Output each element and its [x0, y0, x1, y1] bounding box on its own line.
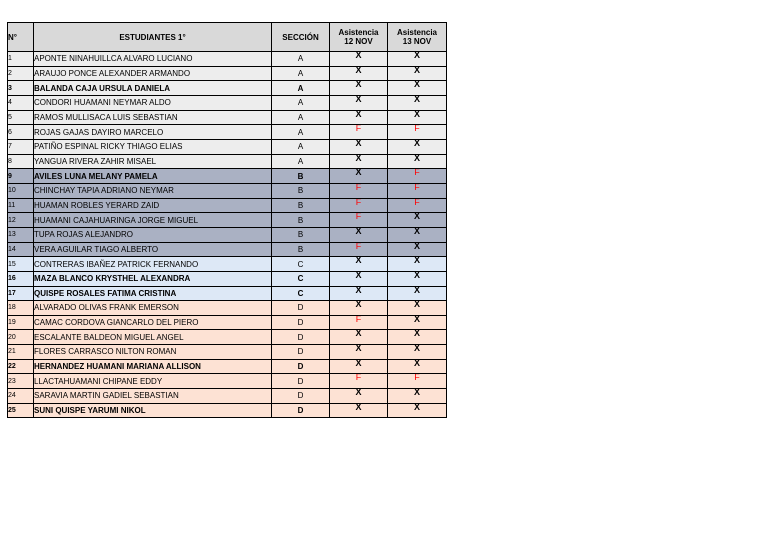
absent-mark: F [355, 212, 362, 222]
student-name-cell[interactable]: FLORES CARRASCO NILTON ROMAN [34, 345, 272, 360]
row-number-cell[interactable]: 6 [8, 125, 34, 140]
table-row [8, 139, 447, 154]
table-row [8, 95, 447, 110]
header-attendance-13nov[interactable] [388, 23, 447, 52]
section-cell[interactable]: D [272, 301, 330, 316]
student-name-cell[interactable]: ARAUJO PONCE ALEXANDER ARMANDO [34, 66, 272, 81]
section-cell[interactable]: B [272, 183, 330, 198]
attendance-12nov-cell[interactable] [330, 95, 388, 110]
present-mark: X [355, 154, 362, 163]
attendance-13nov-cell[interactable] [388, 315, 447, 330]
row-number-cell[interactable]: 3 [8, 81, 34, 96]
present-mark: X [355, 66, 362, 75]
section-cell[interactable]: C [272, 286, 330, 301]
header-attendance-label: Asistencia [338, 28, 379, 37]
row-number-cell[interactable]: 14 [8, 242, 34, 257]
section-cell[interactable]: D [272, 345, 330, 360]
student-name-cell[interactable]: HUAMANI CAJAHUARINGA JORGE MIGUEL [34, 213, 272, 228]
student-name-cell[interactable]: SUNI QUISPE YARUMI NIKOL [34, 403, 272, 418]
section-cell[interactable]: D [272, 389, 330, 404]
present-mark: X [413, 300, 420, 310]
attendance-13nov-cell[interactable] [388, 286, 447, 301]
present-mark: X [413, 286, 420, 295]
attendance-12nov-cell[interactable] [330, 242, 388, 257]
present-mark: X [355, 168, 362, 178]
section-cell[interactable]: B [272, 227, 330, 242]
section-cell[interactable]: B [272, 242, 330, 257]
present-mark: X [413, 403, 420, 412]
attendance-13nov-cell[interactable] [388, 345, 447, 360]
student-name-cell[interactable]: CAMAC CORDOVA GIANCARLO DEL PIERO [34, 315, 272, 330]
table-row [8, 66, 447, 81]
attendance-12nov-cell[interactable] [330, 81, 388, 96]
attendance-12nov-cell[interactable] [330, 315, 388, 330]
attendance-12nov-cell[interactable] [330, 257, 388, 272]
row-number-cell[interactable]: 20 [8, 330, 34, 345]
attendance-13nov-cell[interactable] [388, 66, 447, 81]
attendance-12nov-cell[interactable] [330, 183, 388, 198]
table-row [8, 183, 447, 198]
attendance-13nov-cell[interactable] [388, 257, 447, 272]
absent-mark: F [414, 124, 420, 134]
present-mark: X [355, 271, 362, 280]
header-section[interactable]: SECCIÓN [272, 23, 330, 52]
student-name-cell[interactable]: CONTRERAS IBAÑEZ PATRICK FERNANDO [34, 257, 272, 272]
attendance-13nov-cell[interactable] [388, 198, 447, 213]
present-mark: X [413, 315, 420, 324]
student-name-cell[interactable]: RAMOS MULLISACA LUIS SEBASTIAN [34, 110, 272, 125]
table-row [8, 169, 447, 184]
row-number-cell[interactable]: 5 [8, 110, 34, 125]
student-name-cell[interactable]: SARAVIA MARTIN GADIEL SEBASTIAN [34, 389, 272, 404]
row-number-cell[interactable]: 12 [8, 213, 34, 228]
present-mark: X [355, 80, 362, 90]
attendance-12nov-cell[interactable] [330, 345, 388, 360]
attendance-12nov-cell[interactable] [330, 301, 388, 316]
table-row [8, 242, 447, 257]
row-number-cell[interactable]: 4 [8, 95, 34, 110]
absent-mark: F [355, 315, 362, 324]
row-number-cell[interactable]: 23 [8, 374, 34, 389]
table-row [8, 110, 447, 125]
table-row [8, 403, 447, 418]
section-cell[interactable]: A [272, 81, 330, 96]
row-number-cell[interactable]: 9 [8, 169, 34, 184]
attendance-12nov-cell[interactable] [330, 271, 388, 286]
attendance-13nov-cell[interactable] [388, 95, 447, 110]
attendance-12nov-cell[interactable] [330, 286, 388, 301]
table-row [8, 125, 447, 140]
present-mark: X [413, 271, 420, 280]
section-cell[interactable]: A [272, 139, 330, 154]
row-number-cell[interactable]: 1 [8, 52, 34, 67]
present-mark: X [413, 95, 420, 104]
attendance-12nov-cell[interactable] [330, 139, 388, 154]
row-number-cell[interactable]: 19 [8, 315, 34, 330]
attendance-12nov-cell[interactable] [330, 198, 388, 213]
present-mark: X [355, 403, 362, 412]
student-name-cell[interactable]: HERNANDEZ HUAMANI MARIANA ALLISON [34, 359, 272, 374]
section-cell[interactable]: D [272, 330, 330, 345]
table-row [8, 81, 447, 96]
student-name-cell[interactable]: MAZA BLANCO KRYSTHEL ALEXANDRA [34, 271, 272, 286]
attendance-12nov-cell[interactable] [330, 154, 388, 169]
student-name-cell[interactable]: ESCALANTE BALDEON MIGUEL ANGEL [34, 330, 272, 345]
section-cell[interactable]: D [272, 359, 330, 374]
table-row [8, 286, 447, 301]
student-name-cell[interactable]: ROJAS GAJAS DAYIRO MARCELO [34, 125, 272, 140]
section-cell[interactable]: D [272, 315, 330, 330]
present-mark: X [413, 256, 420, 266]
present-mark: X [355, 139, 362, 148]
absent-mark: F [414, 198, 420, 207]
row-number-cell[interactable]: 18 [8, 301, 34, 316]
student-name-cell[interactable]: QUISPE ROSALES FATIMA CRISTINA [34, 286, 272, 301]
table-row [8, 330, 447, 345]
attendance-13nov-cell[interactable] [388, 330, 447, 345]
attendance-12nov-cell[interactable] [330, 125, 388, 140]
attendance-13nov-cell[interactable] [388, 359, 447, 374]
absent-mark: F [355, 183, 362, 192]
present-mark: X [413, 66, 420, 75]
student-name-cell[interactable]: APONTE NINAHUILLCA ALVARO LUCIANO [34, 52, 272, 67]
header-students[interactable]: ESTUDIANTES 1° [34, 23, 272, 52]
present-mark: X [413, 344, 420, 354]
present-mark: X [355, 95, 362, 104]
table-row [8, 227, 447, 242]
section-cell[interactable]: B [272, 169, 330, 184]
attendance-table [7, 22, 447, 418]
section-cell[interactable]: C [272, 257, 330, 272]
section-cell[interactable]: D [272, 403, 330, 418]
table-row [8, 359, 447, 374]
table-row [8, 301, 447, 316]
table-row [8, 52, 447, 67]
absent-mark: F [414, 168, 420, 178]
attendance-13nov-cell[interactable] [388, 242, 447, 257]
section-cell[interactable]: B [272, 198, 330, 213]
header-attendance-12nov[interactable] [330, 23, 388, 52]
present-mark: X [413, 227, 420, 236]
present-mark: X [413, 329, 420, 339]
student-name-cell[interactable]: LLACTAHUAMANI CHIPANE EDDY [34, 374, 272, 389]
present-mark: X [355, 51, 362, 60]
table-row [8, 315, 447, 330]
row-number-cell[interactable]: 10 [8, 183, 34, 198]
absent-mark: F [414, 183, 420, 192]
student-name-cell[interactable]: BALANDA CAJA URSULA DANIELA [34, 81, 272, 96]
table-row [8, 198, 447, 213]
attendance-13nov-cell[interactable] [388, 154, 447, 169]
absent-mark: F [414, 373, 420, 383]
present-mark: X [355, 300, 362, 310]
section-cell[interactable]: A [272, 125, 330, 140]
section-cell[interactable]: A [272, 95, 330, 110]
section-cell[interactable]: A [272, 154, 330, 169]
row-number-cell[interactable]: 13 [8, 227, 34, 242]
row-number-cell[interactable]: 16 [8, 271, 34, 286]
table-row [8, 389, 447, 404]
student-name-cell[interactable]: HUAMAN ROBLES YERARD ZAID [34, 198, 272, 213]
row-number-cell[interactable]: 17 [8, 286, 34, 301]
section-cell[interactable]: A [272, 52, 330, 67]
attendance-13nov-cell[interactable] [388, 374, 447, 389]
table-row [8, 271, 447, 286]
row-number-cell[interactable]: 22 [8, 359, 34, 374]
student-name-cell[interactable]: VERA AGUILAR TIAGO ALBERTO [34, 242, 272, 257]
row-number-cell[interactable]: 11 [8, 198, 34, 213]
student-name-cell[interactable]: YANGUA RIVERA ZAHIR MISAEL [34, 154, 272, 169]
absent-mark: F [355, 373, 362, 383]
present-mark: X [413, 359, 420, 368]
attendance-13nov-cell[interactable] [388, 139, 447, 154]
section-cell[interactable]: C [272, 271, 330, 286]
attendance-13nov-cell[interactable] [388, 52, 447, 67]
student-name-cell[interactable]: AVILES LUNA MELANY PAMELA [34, 169, 272, 184]
student-name-cell[interactable]: ALVARADO OLIVAS FRANK EMERSON [34, 301, 272, 316]
attendance-12nov-cell[interactable] [330, 374, 388, 389]
present-mark: X [355, 388, 362, 398]
row-number-cell[interactable]: 21 [8, 345, 34, 360]
attendance-13nov-cell[interactable] [388, 169, 447, 184]
present-mark: X [413, 212, 420, 222]
table-row [8, 154, 447, 169]
present-mark: X [413, 110, 420, 119]
present-mark: X [355, 344, 362, 354]
header-attendance-date: 13 NOV [402, 37, 432, 46]
absent-mark: F [355, 124, 362, 134]
attendance-12nov-cell[interactable] [330, 213, 388, 228]
section-cell[interactable]: A [272, 66, 330, 81]
student-rows [8, 52, 447, 418]
row-number-cell[interactable]: 7 [8, 139, 34, 154]
student-name-cell[interactable]: PATIÑO ESPINAL RICKY THIAGO ELIAS [34, 139, 272, 154]
present-mark: X [413, 388, 420, 398]
student-name-cell[interactable]: TUPA ROJAS ALEJANDRO [34, 227, 272, 242]
student-name-cell[interactable]: CHINCHAY TAPIA ADRIANO NEYMAR [34, 183, 272, 198]
attendance-12nov-cell[interactable] [330, 359, 388, 374]
attendance-12nov-cell[interactable] [330, 66, 388, 81]
table-row [8, 213, 447, 228]
absent-mark: F [355, 198, 362, 207]
row-number-cell[interactable]: 24 [8, 389, 34, 404]
table-row [8, 374, 447, 389]
attendance-12nov-cell[interactable] [330, 110, 388, 125]
present-mark: X [355, 359, 362, 368]
present-mark: X [413, 154, 420, 163]
attendance-12nov-cell[interactable] [330, 227, 388, 242]
row-number-cell[interactable]: 15 [8, 257, 34, 272]
present-mark: X [413, 51, 420, 60]
present-mark: X [413, 242, 420, 251]
section-cell[interactable]: D [272, 374, 330, 389]
present-mark: X [355, 227, 362, 236]
attendance-13nov-cell[interactable] [388, 227, 447, 242]
attendance-13nov-cell[interactable] [388, 301, 447, 316]
table-row [8, 345, 447, 360]
row-number-cell[interactable]: 8 [8, 154, 34, 169]
absent-mark: F [355, 242, 362, 251]
student-name-cell[interactable]: CONDORI HUAMANI NEYMAR ALDO [34, 95, 272, 110]
table-row [8, 257, 447, 272]
attendance-13nov-cell[interactable] [388, 213, 447, 228]
present-mark: X [355, 256, 362, 266]
section-cell[interactable]: A [272, 110, 330, 125]
attendance-13nov-cell[interactable] [388, 81, 447, 96]
present-mark: X [355, 110, 362, 119]
attendance-13nov-cell[interactable] [388, 183, 447, 198]
attendance-12nov-cell[interactable] [330, 52, 388, 67]
present-mark: X [355, 329, 362, 339]
attendance-12nov-cell[interactable] [330, 403, 388, 418]
header-attendance-label: Asistencia [396, 28, 438, 37]
present-mark: X [413, 139, 420, 148]
attendance-13nov-cell[interactable] [388, 403, 447, 418]
present-mark: X [355, 286, 362, 295]
attendance-13nov-cell[interactable] [388, 125, 447, 140]
attendance-12nov-cell[interactable] [330, 389, 388, 404]
attendance-13nov-cell[interactable] [388, 389, 447, 404]
row-number-cell[interactable]: 2 [8, 66, 34, 81]
attendance-12nov-cell[interactable] [330, 169, 388, 184]
header-attendance-date: 12 NOV [344, 37, 373, 46]
section-cell[interactable]: B [272, 213, 330, 228]
attendance-13nov-cell[interactable] [388, 271, 447, 286]
present-mark: X [413, 80, 420, 90]
header-number[interactable]: N° [8, 23, 34, 52]
attendance-13nov-cell[interactable] [388, 110, 447, 125]
attendance-12nov-cell[interactable] [330, 330, 388, 345]
row-number-cell[interactable]: 25 [8, 403, 34, 418]
header-row [8, 23, 447, 52]
